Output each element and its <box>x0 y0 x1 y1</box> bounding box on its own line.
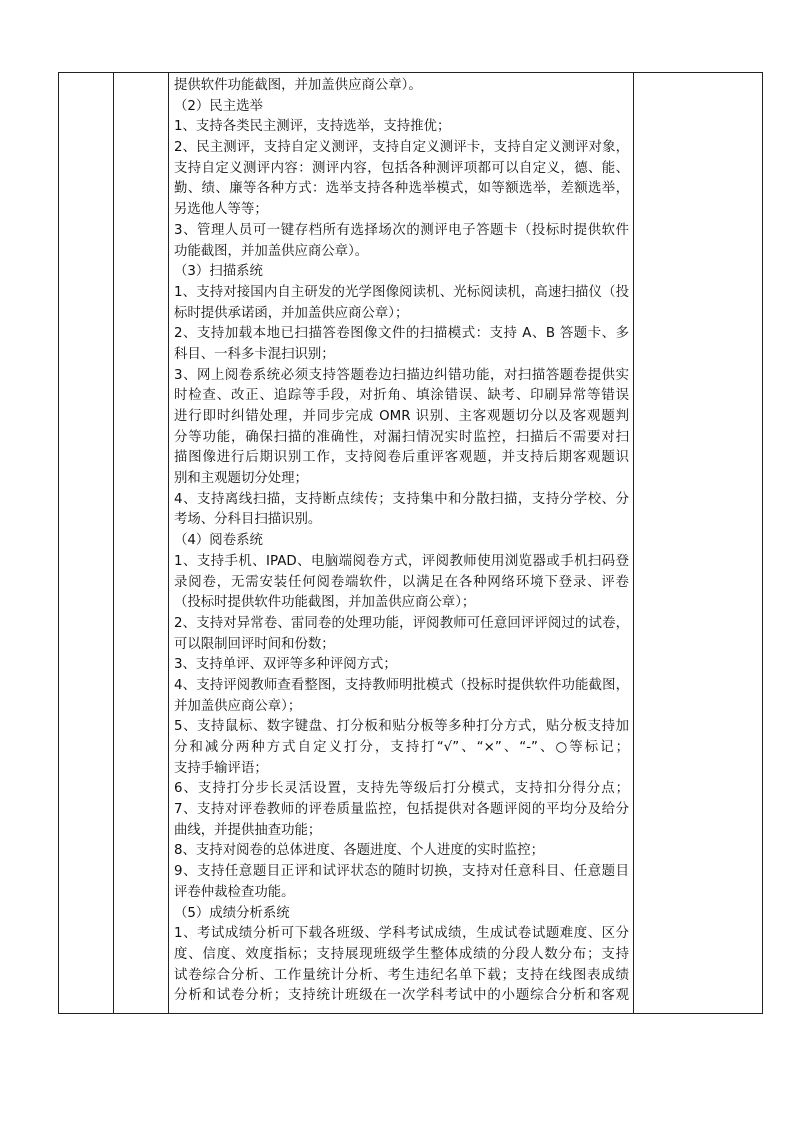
spec-text-line: （2）民主选举 <box>174 98 263 114</box>
spec-text-line: 别和主观题切分处理； <box>174 471 308 487</box>
spec-text-line: 1、支持各类民主测评，支持选举，支持推优； <box>174 119 451 135</box>
spec-text-line: 录阅卷，无需安装任何阅卷端软件，以满足在各种网络环境下登录、评卷 <box>174 574 629 590</box>
spec-text-line: 分和减分两种方式自定义打分，支持打“√”、“×”、“-”、○等标记； <box>174 740 629 755</box>
spec-text-line: 2、支持对异常卷、雷同卷的处理功能，评阅教师可任意回评评阅过的试卷， <box>174 615 629 631</box>
spec-text-line: 3、网上阅卷系统必须支持答题卷边扫描边纠错功能，对扫描答题卷提供实 <box>174 367 629 383</box>
spec-text-line: 分析和试卷分析；支持统计班级在一次学科考试中的小题综合分析和客观 <box>174 988 629 1004</box>
spec-text-line: 另选他人等等； <box>174 202 268 218</box>
spec-text-lines <box>174 76 629 1007</box>
spec-text-line: 6、支持打分步长灵活设置，支持先等级后打分模式，支持扣分得分点； <box>174 781 629 797</box>
spec-text-line: 支持手输评语； <box>174 760 268 776</box>
spec-text-line: 功能截图，并加盖供应商公章）。 <box>174 243 369 259</box>
spec-text-line: 描图像进行后期识别工作，支持阅卷后重评客观题，并支持后期客观题识 <box>174 450 629 466</box>
spec-text-line: 2、支持加载本地已扫描答卷图像文件的扫描模式：支持 A、B 答题卡、多 <box>174 326 629 342</box>
spec-text-line: 考场、分科目扫描识别。 <box>174 512 322 528</box>
spec-text-line: （4）阅卷系统 <box>174 533 263 549</box>
spec-text-line: 评卷仲裁检查功能。 <box>174 884 295 900</box>
spec-text-line: 支持自定义测评内容：测评内容，包括各种测评项都可以自定义，德、能、 <box>174 160 629 176</box>
column-divider <box>113 73 114 1013</box>
spec-table <box>58 72 763 1014</box>
spec-text-line: 3、管理人员可一键存档所有选择场次的测评电子答题卡（投标时提供软件 <box>174 222 629 238</box>
spec-text-line: 2、民主测评，支持自定义测评，支持自定义测评卡，支持自定义测评对象， <box>174 140 629 156</box>
spec-text-line: 5、支持鼠标、数字键盘、打分板和贴分板等多种打分方式，贴分板支持加 <box>174 719 629 735</box>
spec-text-line: 分等功能，确保扫描的准确性，对漏扫情况实时监控，扫描后不需要对扫 <box>174 429 629 445</box>
spec-text-line: 标时提供承诺函，并加盖供应商公章）； <box>174 305 409 321</box>
spec-text-line: 进行即时纠错处理，并同步完成 OMR 识别、主客观题切分以及客观题判 <box>174 409 629 424</box>
spec-content-cell <box>169 73 633 1013</box>
spec-text-line: 1、支持对接国内自主研发的光学图像阅读机、光标阅读机，高速扫描仪（投 <box>174 284 629 300</box>
spec-text-line: 时检查、改正、追踪等手段，对折角、填涂错误、缺考、印刷异常等错误 <box>174 388 629 404</box>
spec-text-line: 7、支持对评卷教师的评卷质量监控，包括提供对各题评阅的平均分及给分 <box>174 802 629 818</box>
spec-text-line: （3）扫描系统 <box>174 264 263 280</box>
spec-text-line: 提供软件功能截图，并加盖供应商公章）。 <box>174 78 422 93</box>
spec-text-line: 1、考试成绩分析可下载各班级、学科考试成绩，生成试卷试题难度、区分 <box>174 926 629 942</box>
spec-text-line: 勤、绩、廉等各种方式：选举支持各种选举模式，如等额选举，差额选举， <box>174 181 629 197</box>
spec-text-line: 并加盖供应商公章）； <box>174 698 302 714</box>
spec-text-line: 4、支持离线扫描，支持断点续传；支持集中和分散扫描，支持分学校、分 <box>174 491 629 507</box>
spec-text-line: 曲线，并提供抽查功能； <box>174 822 322 838</box>
spec-text-line: 度、信度、效度指标；支持展现班级学生整体成绩的分段人数分布；支持 <box>174 946 629 962</box>
spec-text-line: 3、支持单评、双评等多种评阅方式； <box>174 657 397 673</box>
column-divider <box>633 73 634 1013</box>
spec-text-line: 4、支持评阅教师查看整图，支持教师明批模式（投标时提供软件功能截图， <box>174 677 629 693</box>
spec-text-line: 科目、一科多卡混扫识别； <box>174 346 335 362</box>
spec-text-line: 9、支持任意题目正评和试评状态的随时切换，支持对任意科目、任意题目 <box>174 864 629 880</box>
spec-text-line: 试卷综合分析、工作量统计分析、考生违纪名单下载；支持在线图表成绩 <box>174 967 629 983</box>
spec-text-line: 1、支持手机、IPAD、电脑端阅卷方式，评阅教师使用浏览器或手机扫码登 <box>174 553 629 569</box>
spec-text-line: 8、支持对阅卷的总体进度、各题进度、个人进度的实时监控； <box>174 843 545 859</box>
spec-text-line: （投标时提供软件功能截图，并加盖供应商公章）； <box>174 595 476 611</box>
spec-text-line: （5）成绩分析系统 <box>174 905 290 921</box>
spec-text-line: 可以限制回评时间和份数； <box>174 636 335 652</box>
